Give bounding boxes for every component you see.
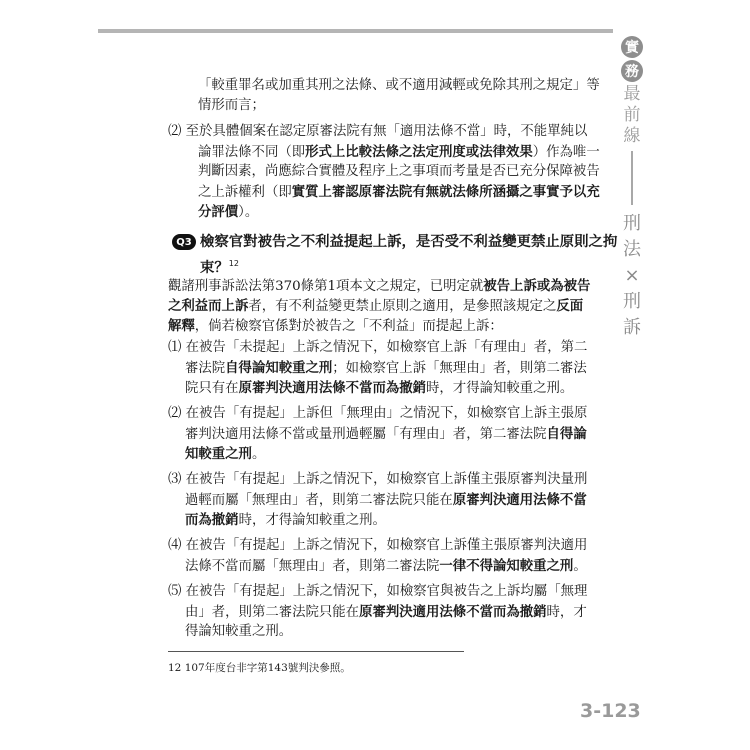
side-tab-char: 刑 <box>623 291 641 312</box>
text-line: 判斷因素，尚應綜合實體及程序上之事項而考量是否已充分保障被告 <box>198 164 600 179</box>
text-line: ⑵ 至於具體個案在認定原審法院有無「適用法條不當」時，不能單純以 <box>168 124 588 139</box>
list-item: ⑸ 在被告「有提起」上訴之情況下，如檢察官與被告之上訴均屬「無理 <box>168 584 588 599</box>
answer-content <box>168 276 608 642</box>
side-tab-char: 線 <box>623 126 641 146</box>
side-tab-char: 法 <box>623 239 641 260</box>
text-line: 情形而言； <box>198 98 265 113</box>
text-line: 觀諸刑事訴訟法第370條第1項本文之規定，已明定就被告上訴或為被告 <box>168 278 591 294</box>
side-tab-circle-1: 實 <box>621 36 643 58</box>
text-line: 知較重之刑。 <box>185 446 266 462</box>
list-item: ⑶ 在被告「有提起」上訴之情況下，如檢察官上訴僅主張原審判決量刑 <box>168 472 588 487</box>
side-chapter-tab <box>614 36 650 341</box>
footnote-ref: 12 <box>228 259 239 268</box>
text-line: 過輕而屬「無理由」者，則第二審法院只能在原審判決適用法條不當 <box>185 492 587 508</box>
page-number: 3-123 <box>580 700 641 722</box>
text-line: 之上訴權利（即實質上審認原審法院有無就法條所涵攝之事實予以充 <box>198 184 600 200</box>
text-line: 解釋，倘若檢察官係對於被告之「不利益」而提起上訴： <box>168 318 503 334</box>
text-line: 之利益而上訴者，有不利益變更禁止原則之適用，是參照該規定之反面 <box>168 298 584 314</box>
text-line: 院只有在原審判決適用法條不當而為撤銷時，才得論知較重之刑。 <box>185 380 574 396</box>
text-line: 由」者，則第二審法院只能在原審判決適用法條不當而為撤銷時，才 <box>185 604 587 620</box>
side-tab-char: 刑 <box>623 213 641 234</box>
side-tab-circle-2: 務 <box>621 60 643 82</box>
side-tab-char: 訴 <box>623 317 641 338</box>
question-text: 檢察官對被告之不利益提起上訴，是否受不利益變更禁止原則之拘 束？$^{12}$ <box>200 234 618 276</box>
side-tab-divider <box>631 151 633 205</box>
text-line: 論罪法條不同（即形式上比較法條之法定刑度或法律效果）作為唯一 <box>198 144 600 160</box>
side-tab-char: 前 <box>623 105 641 125</box>
text-line: 審判決適用法條不當或量刑過輕屬「有理由」者，第二審法院自得論 <box>185 426 587 442</box>
side-tab-char: × <box>624 265 640 286</box>
text-line: 分評價）。 <box>198 204 259 220</box>
list-item: ⑷ 在被告「有提起」上訴之情況下，如檢察官上訴僅主張原審判決適用 <box>168 538 588 553</box>
upper-content <box>168 76 608 222</box>
footnote: 12 107年度台非字第143號判決參照。 <box>168 662 351 674</box>
text-line: 「較重罪名或加重其刑之法條、或不適用減輕或免除其刑之規定」等 <box>198 78 600 93</box>
text-line: 審法院自得論知較重之刑；如檢察官上訴「無理由」者，則第二審法 <box>185 360 587 376</box>
side-tab-char: 最 <box>623 84 641 104</box>
list-item: ⑵ 在被告「有提起」上訴但「無理由」之情況下，如檢察官上訴主張原 <box>168 406 588 421</box>
question-badge: Q3 <box>172 234 196 250</box>
text-line: 而為撤銷時，才得論知較重之刑。 <box>185 512 386 528</box>
top-rule <box>98 29 613 33</box>
text-line: 得論知較重之刑。 <box>185 624 293 639</box>
text-line: 法條不當而屬「無理由」者，則第二審法院一律不得論知較重之刑。 <box>185 558 587 574</box>
list-item: ⑴ 在被告「未提起」上訴之情況下，如檢察官上訴「有理由」者，第二 <box>168 340 588 355</box>
footnote-rule <box>168 651 464 652</box>
